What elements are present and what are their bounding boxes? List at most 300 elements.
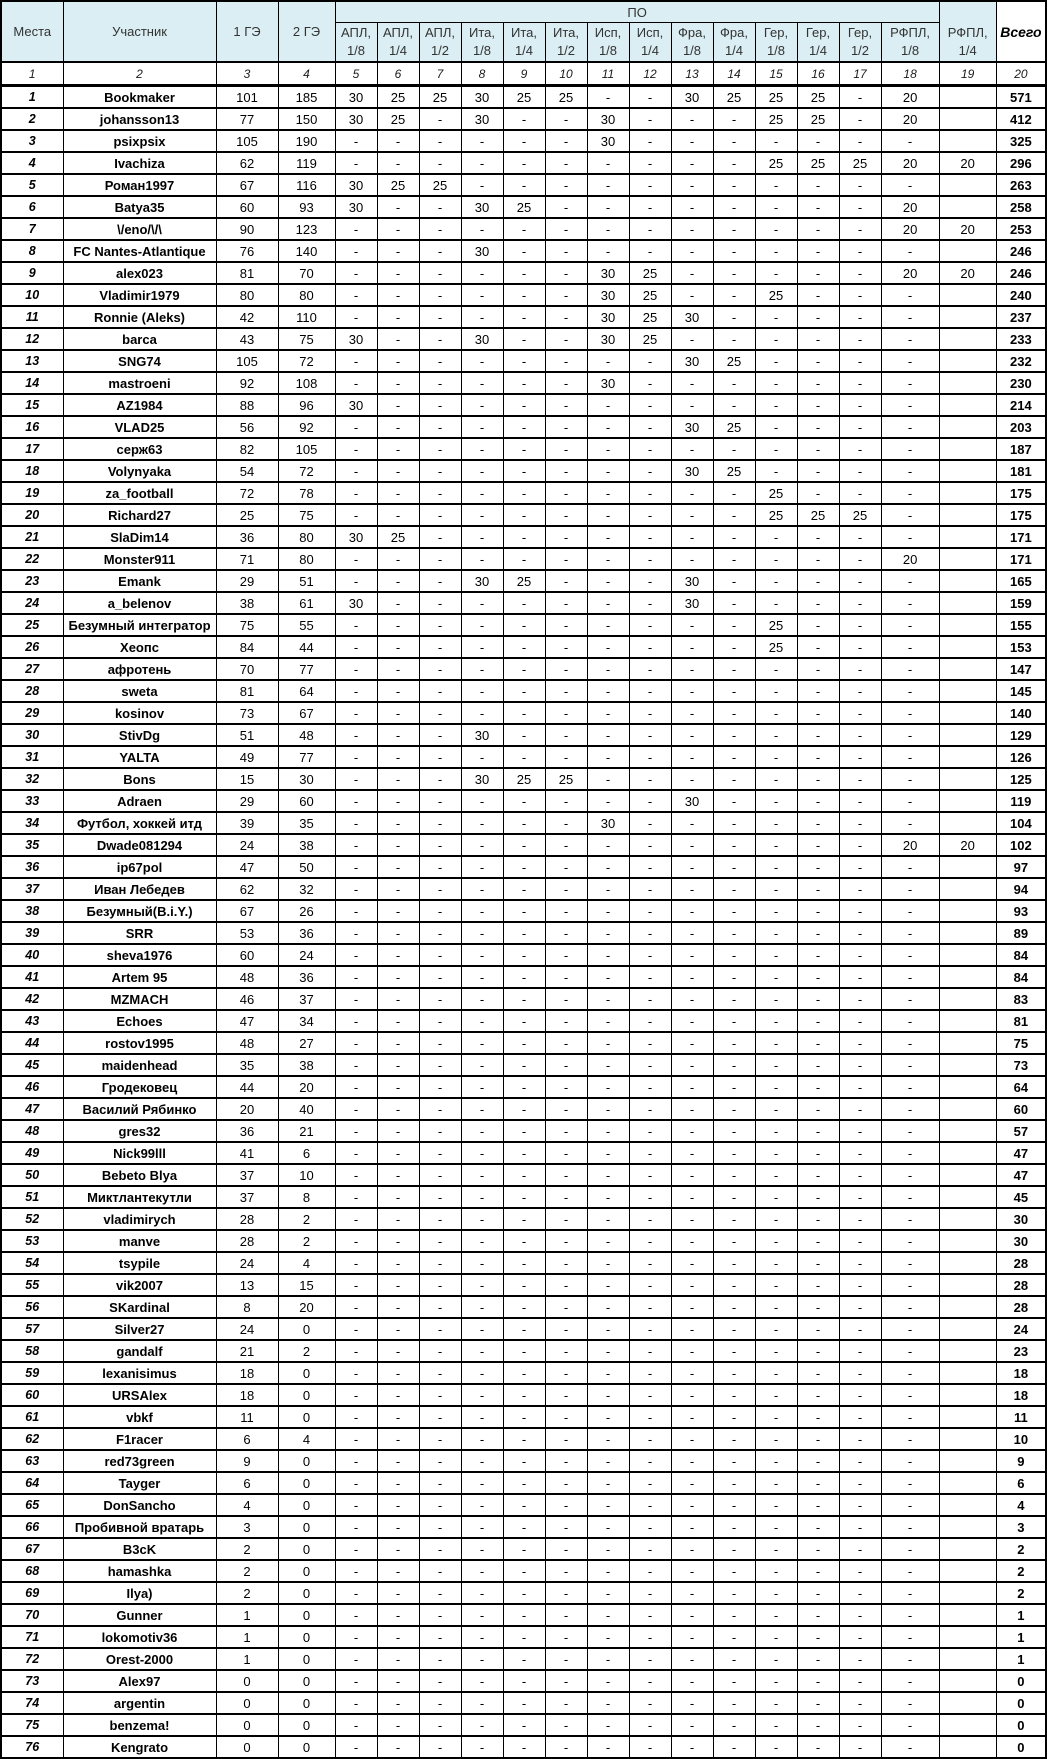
total-cell: 129 bbox=[996, 724, 1046, 746]
table-row bbox=[1, 922, 1046, 944]
total-cell: 84 bbox=[996, 966, 1046, 988]
participant-name: AZ1984 bbox=[63, 394, 216, 416]
po-score-cell: - bbox=[461, 482, 503, 504]
po-score-cell: 25 bbox=[713, 416, 755, 438]
po-score-cell: - bbox=[671, 240, 713, 262]
po-score-cell: - bbox=[671, 1626, 713, 1648]
po-score-cell: - bbox=[881, 856, 939, 878]
table-row bbox=[1, 1340, 1046, 1362]
ge2-cell: 92 bbox=[278, 416, 335, 438]
po-score-cell: - bbox=[377, 328, 419, 350]
po-score-cell: - bbox=[335, 1164, 377, 1186]
po-score-cell: - bbox=[335, 724, 377, 746]
po-score-cell: - bbox=[629, 592, 671, 614]
po-score-cell: - bbox=[839, 416, 881, 438]
po-score-cell bbox=[939, 1604, 996, 1626]
table-row bbox=[1, 746, 1046, 768]
table-header bbox=[1, 1, 1046, 86]
ge2-cell: 77 bbox=[278, 746, 335, 768]
po-score-cell: - bbox=[755, 1648, 797, 1670]
participant-name: Vladimir1979 bbox=[63, 284, 216, 306]
participant-name: VLAD25 bbox=[63, 416, 216, 438]
po-score-cell: - bbox=[335, 1186, 377, 1208]
po-score-cell: - bbox=[755, 1670, 797, 1692]
po-score-cell: - bbox=[377, 812, 419, 834]
po-score-cell: - bbox=[881, 1252, 939, 1274]
po-score-cell: - bbox=[587, 1516, 629, 1538]
po-score-cell: - bbox=[377, 1120, 419, 1142]
po-score-cell: - bbox=[629, 130, 671, 152]
po-score-cell: - bbox=[461, 1164, 503, 1186]
total-cell: 1 bbox=[996, 1626, 1046, 1648]
po-score-cell: - bbox=[503, 130, 545, 152]
po-score-cell: - bbox=[713, 1450, 755, 1472]
participant-name: Безумный интегратор bbox=[63, 614, 216, 636]
participant-name: URSAlex bbox=[63, 1384, 216, 1406]
po-score-cell: - bbox=[839, 394, 881, 416]
po-score-cell: - bbox=[797, 240, 839, 262]
po-score-cell: - bbox=[755, 878, 797, 900]
po-score-cell: 30 bbox=[671, 86, 713, 109]
po-score-cell: - bbox=[335, 306, 377, 328]
po-score-cell: 25 bbox=[755, 504, 797, 526]
ge2-cell: 4 bbox=[278, 1252, 335, 1274]
po-score-cell bbox=[939, 812, 996, 834]
league-name: Гер, bbox=[763, 25, 789, 40]
place-cell: 14 bbox=[1, 372, 63, 394]
league-stage: 1/8 bbox=[472, 43, 492, 58]
ge2-cell: 38 bbox=[278, 1054, 335, 1076]
po-score-cell: - bbox=[797, 1076, 839, 1098]
po-score-cell: - bbox=[839, 240, 881, 262]
po-score-cell: - bbox=[545, 438, 587, 460]
total-cell: 60 bbox=[996, 1098, 1046, 1120]
ge2-cell: 185 bbox=[278, 86, 335, 109]
po-score-cell: - bbox=[839, 1516, 881, 1538]
po-score-cell: - bbox=[713, 306, 755, 328]
po-score-cell: - bbox=[545, 1450, 587, 1472]
po-score-cell: - bbox=[587, 1648, 629, 1670]
total-cell: 263 bbox=[996, 174, 1046, 196]
ge1-cell: 60 bbox=[216, 944, 278, 966]
po-score-cell: - bbox=[587, 1054, 629, 1076]
po-score-cell: - bbox=[839, 548, 881, 570]
table-row bbox=[1, 86, 1046, 109]
table-row bbox=[1, 1142, 1046, 1164]
po-score-cell: - bbox=[713, 922, 755, 944]
participant-name: FC Nantes-Atlantique bbox=[63, 240, 216, 262]
po-score-cell: - bbox=[461, 416, 503, 438]
po-score-cell: - bbox=[545, 1318, 587, 1340]
po-score-cell: - bbox=[419, 526, 461, 548]
po-score-cell: - bbox=[419, 306, 461, 328]
ge1-cell: 46 bbox=[216, 988, 278, 1010]
po-score-cell: - bbox=[461, 460, 503, 482]
total-cell: 246 bbox=[996, 262, 1046, 284]
po-score-cell: - bbox=[839, 284, 881, 306]
po-score-cell: - bbox=[419, 1054, 461, 1076]
po-score-cell: - bbox=[419, 1714, 461, 1736]
po-score-cell: - bbox=[881, 350, 939, 372]
po-score-cell: - bbox=[881, 1450, 939, 1472]
participant-name: Роман1997 bbox=[63, 174, 216, 196]
table-row bbox=[1, 702, 1046, 724]
league-name: Ита, bbox=[553, 25, 579, 40]
po-score-cell: - bbox=[839, 438, 881, 460]
po-score-cell: - bbox=[797, 592, 839, 614]
po-score-cell: - bbox=[671, 1208, 713, 1230]
po-score-cell: - bbox=[839, 1450, 881, 1472]
po-score-cell: - bbox=[419, 394, 461, 416]
total-cell: 155 bbox=[996, 614, 1046, 636]
participant-name: vbkf bbox=[63, 1406, 216, 1428]
po-score-cell: - bbox=[587, 614, 629, 636]
po-score-cell: 20 bbox=[881, 218, 939, 240]
po-score-cell bbox=[939, 1406, 996, 1428]
po-score-cell: - bbox=[377, 1230, 419, 1252]
po-score-cell: - bbox=[461, 438, 503, 460]
po-score-cell: - bbox=[713, 1692, 755, 1714]
po-score-cell: - bbox=[587, 1164, 629, 1186]
po-score-cell: - bbox=[755, 1142, 797, 1164]
ge1-cell: 6 bbox=[216, 1472, 278, 1494]
ge1-cell: 53 bbox=[216, 922, 278, 944]
po-score-cell bbox=[939, 174, 996, 196]
po-score-cell: - bbox=[713, 1032, 755, 1054]
po-score-cell: - bbox=[629, 240, 671, 262]
po-score-cell: - bbox=[335, 1648, 377, 1670]
po-score-cell: - bbox=[839, 944, 881, 966]
participant-name: psixpsix bbox=[63, 130, 216, 152]
po-score-cell: - bbox=[713, 812, 755, 834]
ge1-cell: 15 bbox=[216, 768, 278, 790]
league-stage: 1/4 bbox=[808, 43, 828, 58]
ge1-cell: 36 bbox=[216, 526, 278, 548]
po-score-cell: - bbox=[797, 1208, 839, 1230]
po-score-cell bbox=[939, 1670, 996, 1692]
total-cell: 28 bbox=[996, 1296, 1046, 1318]
po-score-cell: - bbox=[797, 988, 839, 1010]
total-cell: 119 bbox=[996, 790, 1046, 812]
total-cell: 159 bbox=[996, 592, 1046, 614]
po-score-cell: - bbox=[503, 1516, 545, 1538]
ge1-cell: 41 bbox=[216, 1142, 278, 1164]
po-score-cell: - bbox=[713, 152, 755, 174]
po-score-cell: - bbox=[713, 372, 755, 394]
po-score-cell: - bbox=[587, 240, 629, 262]
table-row bbox=[1, 724, 1046, 746]
po-score-cell: - bbox=[503, 548, 545, 570]
po-score-cell: - bbox=[503, 1208, 545, 1230]
total-cell: 64 bbox=[996, 1076, 1046, 1098]
table-row bbox=[1, 1648, 1046, 1670]
po-score-cell: - bbox=[545, 548, 587, 570]
place-cell: 38 bbox=[1, 900, 63, 922]
participant-name: SNG74 bbox=[63, 350, 216, 372]
participant-name: Monster911 bbox=[63, 548, 216, 570]
po-score-cell: 30 bbox=[335, 196, 377, 218]
po-score-cell: - bbox=[629, 1164, 671, 1186]
po-score-cell: - bbox=[419, 702, 461, 724]
po-score-cell: - bbox=[797, 922, 839, 944]
po-score-cell: - bbox=[545, 1252, 587, 1274]
po-score-cell: - bbox=[671, 526, 713, 548]
table-row bbox=[1, 1626, 1046, 1648]
ge1-cell: 1 bbox=[216, 1626, 278, 1648]
po-score-cell: - bbox=[755, 1054, 797, 1076]
po-score-cell: - bbox=[545, 966, 587, 988]
po-score-cell: - bbox=[545, 790, 587, 812]
place-cell: 56 bbox=[1, 1296, 63, 1318]
ge1-cell: 84 bbox=[216, 636, 278, 658]
po-score-cell: - bbox=[335, 1494, 377, 1516]
po-score-cell: - bbox=[797, 460, 839, 482]
po-score-cell: 30 bbox=[671, 790, 713, 812]
total-cell: 125 bbox=[996, 768, 1046, 790]
po-score-cell: - bbox=[545, 1230, 587, 1252]
po-score-cell: - bbox=[713, 1406, 755, 1428]
po-score-cell: - bbox=[419, 1252, 461, 1274]
column-number: 9 bbox=[503, 62, 545, 86]
ge2-cell: 60 bbox=[278, 790, 335, 812]
po-score-cell: - bbox=[545, 416, 587, 438]
po-score-cell: - bbox=[755, 1494, 797, 1516]
po-score-cell: - bbox=[545, 680, 587, 702]
po-score-cell: 30 bbox=[335, 108, 377, 130]
po-score-cell: - bbox=[629, 174, 671, 196]
ge2-cell: 67 bbox=[278, 702, 335, 724]
po-score-cell: - bbox=[335, 152, 377, 174]
po-score-cell: - bbox=[419, 1538, 461, 1560]
col-header-league bbox=[419, 23, 461, 63]
po-score-cell: - bbox=[839, 1406, 881, 1428]
ge1-cell: 13 bbox=[216, 1274, 278, 1296]
po-score-cell: 25 bbox=[797, 108, 839, 130]
place-cell: 36 bbox=[1, 856, 63, 878]
po-score-cell: - bbox=[629, 834, 671, 856]
po-score-cell: - bbox=[587, 702, 629, 724]
participant-name: Ilya) bbox=[63, 1582, 216, 1604]
po-score-cell: - bbox=[629, 1428, 671, 1450]
table-row bbox=[1, 174, 1046, 196]
po-score-cell: - bbox=[671, 1516, 713, 1538]
po-score-cell bbox=[939, 636, 996, 658]
po-score-cell: - bbox=[671, 1560, 713, 1582]
total-cell: 6 bbox=[996, 1472, 1046, 1494]
ge1-cell: 77 bbox=[216, 108, 278, 130]
po-score-cell: - bbox=[755, 592, 797, 614]
po-score-cell: - bbox=[545, 1560, 587, 1582]
ge1-cell: 25 bbox=[216, 504, 278, 526]
po-score-cell: - bbox=[797, 1032, 839, 1054]
table-row bbox=[1, 1274, 1046, 1296]
po-score-cell: - bbox=[755, 1362, 797, 1384]
col-header-league bbox=[503, 23, 545, 63]
po-score-cell: - bbox=[671, 394, 713, 416]
po-score-cell: - bbox=[671, 1340, 713, 1362]
po-score-cell: - bbox=[839, 1384, 881, 1406]
total-cell: 258 bbox=[996, 196, 1046, 218]
po-score-cell: - bbox=[377, 1032, 419, 1054]
ge2-cell: 0 bbox=[278, 1692, 335, 1714]
place-cell: 27 bbox=[1, 658, 63, 680]
po-score-cell: - bbox=[587, 1010, 629, 1032]
po-score-cell: - bbox=[713, 702, 755, 724]
po-score-cell: - bbox=[335, 1230, 377, 1252]
table-row bbox=[1, 1560, 1046, 1582]
po-score-cell bbox=[939, 130, 996, 152]
ge1-cell: 2 bbox=[216, 1582, 278, 1604]
po-score-cell: - bbox=[419, 1010, 461, 1032]
total-cell: 9 bbox=[996, 1450, 1046, 1472]
po-score-cell: - bbox=[755, 944, 797, 966]
po-score-cell: - bbox=[461, 1560, 503, 1582]
po-score-cell: - bbox=[587, 1450, 629, 1472]
po-score-cell: - bbox=[335, 636, 377, 658]
participant-name: Пробивной вратарь bbox=[63, 1516, 216, 1538]
ge2-cell: 32 bbox=[278, 878, 335, 900]
po-score-cell: - bbox=[797, 218, 839, 240]
po-score-cell bbox=[939, 196, 996, 218]
po-score-cell: - bbox=[335, 130, 377, 152]
po-score-cell: - bbox=[713, 1274, 755, 1296]
po-score-cell: - bbox=[545, 196, 587, 218]
po-score-cell: - bbox=[503, 1098, 545, 1120]
po-score-cell: - bbox=[881, 1098, 939, 1120]
participant-name: Volynyaka bbox=[63, 460, 216, 482]
total-cell: 571 bbox=[996, 86, 1046, 109]
po-score-cell: 25 bbox=[377, 174, 419, 196]
po-score-cell: - bbox=[545, 1384, 587, 1406]
ge1-cell: 29 bbox=[216, 570, 278, 592]
ge2-cell: 2 bbox=[278, 1230, 335, 1252]
po-score-cell: - bbox=[587, 1032, 629, 1054]
po-score-cell: - bbox=[335, 416, 377, 438]
po-score-cell: - bbox=[755, 702, 797, 724]
po-score-cell: 30 bbox=[671, 460, 713, 482]
po-score-cell: - bbox=[671, 1538, 713, 1560]
po-score-cell: - bbox=[377, 1098, 419, 1120]
ge1-cell: 28 bbox=[216, 1208, 278, 1230]
participant-name: vladimirych bbox=[63, 1208, 216, 1230]
po-score-cell: - bbox=[377, 746, 419, 768]
league-stage: 1/8 bbox=[901, 43, 920, 58]
po-score-cell: - bbox=[545, 1274, 587, 1296]
place-cell: 55 bbox=[1, 1274, 63, 1296]
column-number: 20 bbox=[996, 62, 1046, 86]
place-cell: 62 bbox=[1, 1428, 63, 1450]
ge1-cell: 70 bbox=[216, 658, 278, 680]
po-score-cell: - bbox=[713, 1318, 755, 1340]
po-score-cell bbox=[939, 768, 996, 790]
po-score-cell: - bbox=[419, 966, 461, 988]
table-row bbox=[1, 1450, 1046, 1472]
po-score-cell: - bbox=[377, 1384, 419, 1406]
po-score-cell: - bbox=[503, 108, 545, 130]
po-score-cell: - bbox=[839, 218, 881, 240]
po-score-cell: - bbox=[503, 592, 545, 614]
total-cell: 246 bbox=[996, 240, 1046, 262]
po-score-cell: - bbox=[419, 746, 461, 768]
po-score-cell: - bbox=[881, 1340, 939, 1362]
po-score-cell: - bbox=[503, 812, 545, 834]
po-score-cell: - bbox=[797, 350, 839, 372]
col-header-league bbox=[939, 23, 996, 63]
ge2-cell: 96 bbox=[278, 394, 335, 416]
league-stage: 1/8 bbox=[682, 43, 702, 58]
po-score-cell: - bbox=[461, 1010, 503, 1032]
po-score-cell: - bbox=[629, 1098, 671, 1120]
participant-name: lokomotiv36 bbox=[63, 1626, 216, 1648]
po-score-cell: - bbox=[587, 1406, 629, 1428]
po-score-cell: - bbox=[335, 1626, 377, 1648]
ge2-cell: 51 bbox=[278, 570, 335, 592]
po-score-cell: 25 bbox=[503, 768, 545, 790]
po-score-cell: 25 bbox=[755, 86, 797, 109]
po-score-cell: - bbox=[461, 592, 503, 614]
po-score-cell: - bbox=[545, 1516, 587, 1538]
place-cell: 53 bbox=[1, 1230, 63, 1252]
place-cell: 43 bbox=[1, 1010, 63, 1032]
ge1-cell: 82 bbox=[216, 438, 278, 460]
po-score-cell: - bbox=[503, 1472, 545, 1494]
ge2-cell: 0 bbox=[278, 1736, 335, 1758]
po-score-cell: - bbox=[545, 1626, 587, 1648]
po-score-cell: - bbox=[839, 1142, 881, 1164]
ge1-cell: 101 bbox=[216, 86, 278, 109]
po-score-cell: - bbox=[713, 1142, 755, 1164]
po-score-cell: - bbox=[503, 1736, 545, 1758]
ge1-cell: 9 bbox=[216, 1450, 278, 1472]
po-score-cell: - bbox=[587, 174, 629, 196]
league-stage: 1/4 bbox=[514, 43, 534, 58]
po-score-cell: 30 bbox=[671, 306, 713, 328]
po-score-cell: - bbox=[503, 1362, 545, 1384]
table-row bbox=[1, 834, 1046, 856]
po-score-cell: - bbox=[671, 658, 713, 680]
po-score-cell bbox=[939, 614, 996, 636]
place-cell: 3 bbox=[1, 130, 63, 152]
ge2-cell: 24 bbox=[278, 944, 335, 966]
po-score-cell: - bbox=[335, 1560, 377, 1582]
place-cell: 9 bbox=[1, 262, 63, 284]
participant-name: Ivachiza bbox=[63, 152, 216, 174]
ge1-cell: 105 bbox=[216, 130, 278, 152]
place-cell: 4 bbox=[1, 152, 63, 174]
po-score-cell bbox=[939, 790, 996, 812]
participant-name: Batya35 bbox=[63, 196, 216, 218]
ge2-cell: 78 bbox=[278, 482, 335, 504]
table-row bbox=[1, 1406, 1046, 1428]
col-header-league bbox=[671, 23, 713, 63]
column-number: 2 bbox=[63, 62, 216, 86]
ge2-cell: 80 bbox=[278, 284, 335, 306]
place-cell: 66 bbox=[1, 1516, 63, 1538]
ge2-cell: 0 bbox=[278, 1384, 335, 1406]
po-score-cell: 25 bbox=[713, 350, 755, 372]
po-score-cell: - bbox=[839, 460, 881, 482]
po-score-cell: 30 bbox=[587, 130, 629, 152]
place-cell: 44 bbox=[1, 1032, 63, 1054]
po-score-cell: - bbox=[335, 1362, 377, 1384]
po-score-cell bbox=[939, 1494, 996, 1516]
po-score-cell: - bbox=[881, 790, 939, 812]
po-score-cell: - bbox=[629, 966, 671, 988]
total-cell: 0 bbox=[996, 1692, 1046, 1714]
po-score-cell: 30 bbox=[587, 328, 629, 350]
po-score-cell: - bbox=[587, 1692, 629, 1714]
po-score-cell: - bbox=[839, 1296, 881, 1318]
